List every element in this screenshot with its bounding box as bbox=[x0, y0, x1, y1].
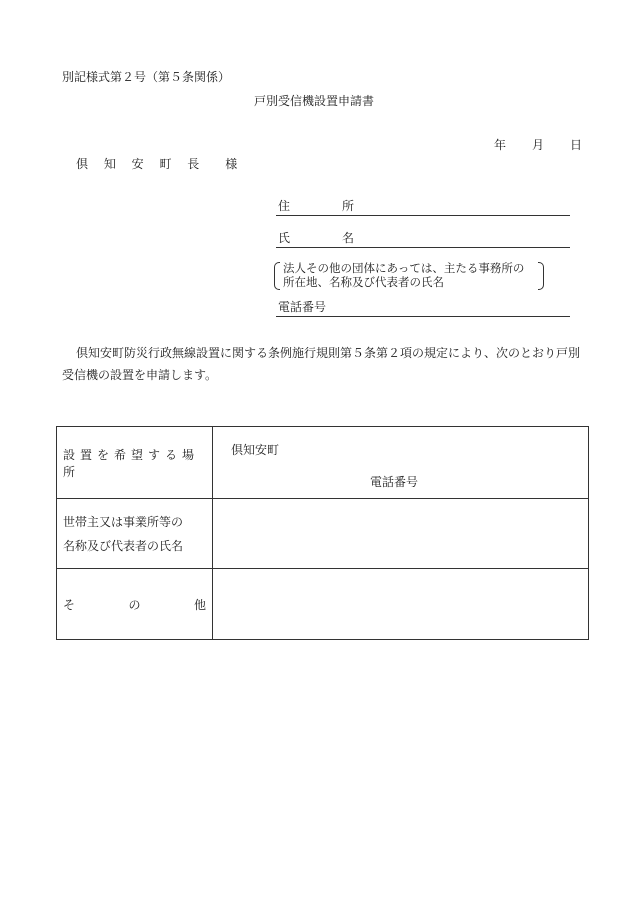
date-month: 月 bbox=[531, 138, 544, 152]
other-label-char: 他 bbox=[193, 597, 206, 612]
location-label: 設置を希望する場所 bbox=[57, 427, 213, 499]
application-table bbox=[56, 426, 589, 640]
name-field[interactable] bbox=[276, 231, 570, 248]
phone-label: 電話番号 bbox=[278, 300, 327, 314]
other-label-char: の bbox=[128, 597, 141, 612]
corp-note-line1: 法人その他の団体にあっては、主たる事務所の bbox=[283, 261, 525, 275]
corporation-note bbox=[274, 261, 544, 289]
other-input[interactable] bbox=[213, 569, 589, 640]
name-label: 氏 名 bbox=[278, 231, 375, 245]
location-phone-label: 電話番号 bbox=[370, 475, 419, 489]
bracket-right bbox=[538, 262, 544, 290]
address-label: 住 所 bbox=[278, 199, 375, 213]
corp-note-line2: 所在地、名称及び代表者の氏名 bbox=[283, 275, 444, 289]
location-input[interactable] bbox=[213, 427, 589, 499]
address-field[interactable] bbox=[276, 199, 570, 216]
addressee-honorific: 様 bbox=[225, 157, 244, 171]
representative-label-line2: 名称及び代表者の氏名 bbox=[63, 538, 184, 553]
date-year: 年 bbox=[493, 138, 506, 152]
other-label-char: そ bbox=[63, 597, 76, 612]
bracket-left bbox=[274, 262, 280, 290]
application-statement: 倶知安町防災行政無線設置に関する条例施行規則第５条第２項の規定により、次のとおり戸別受信機の設置を申請します。 bbox=[62, 346, 581, 382]
form-number: 別記様式第２号（第５条関係） bbox=[62, 70, 231, 84]
other-label bbox=[57, 569, 213, 640]
phone-field[interactable] bbox=[276, 300, 570, 317]
date-line bbox=[494, 136, 582, 153]
town-name: 倶知安町 bbox=[231, 443, 280, 457]
table-row bbox=[57, 499, 589, 569]
date-day: 日 bbox=[569, 138, 582, 152]
representative-label-line1: 世帯主又は事業所等の bbox=[63, 514, 184, 529]
addressee-name: 倶 知 安 町 長 bbox=[76, 157, 206, 171]
representative-label bbox=[57, 499, 213, 569]
document-title: 戸別受信機設置申請書 bbox=[254, 94, 375, 108]
addressee bbox=[76, 155, 243, 172]
table-row bbox=[57, 427, 589, 499]
table-row bbox=[57, 569, 589, 640]
representative-input[interactable] bbox=[213, 499, 589, 569]
